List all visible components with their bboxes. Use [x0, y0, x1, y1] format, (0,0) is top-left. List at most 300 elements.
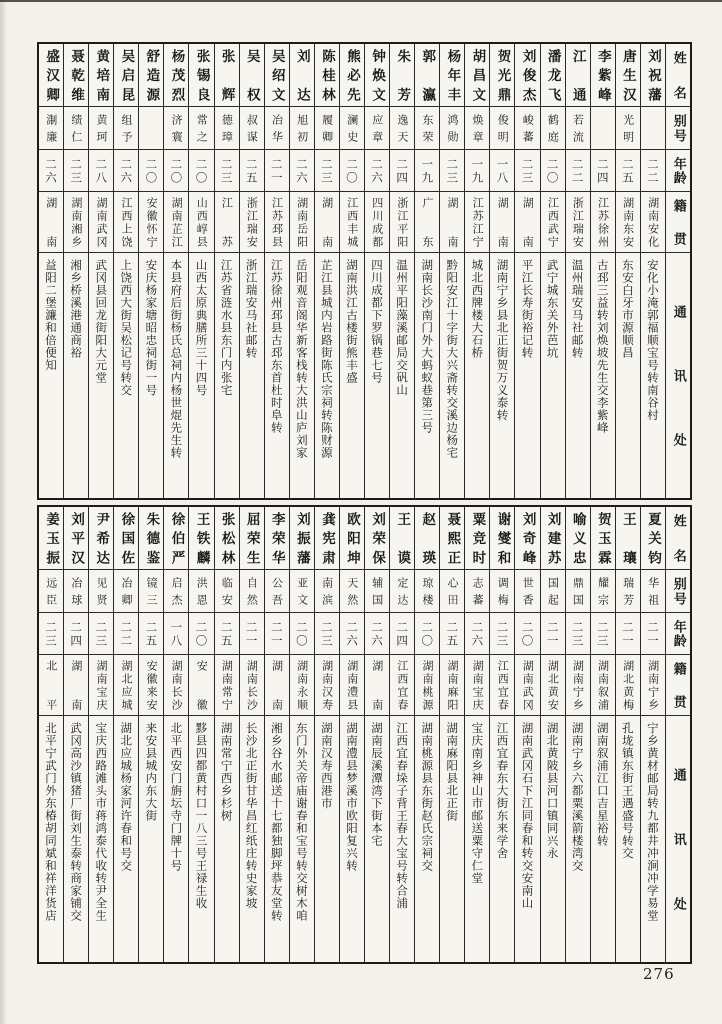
person-age: 二六	[370, 158, 385, 183]
person-alias-cell	[490, 569, 514, 612]
person-address-cell	[390, 252, 414, 498]
person-address: 武冈县回龙街阳大元堂	[94, 259, 109, 384]
person-address: 芷江县城内岩路街陈氏宗祠转陈财源	[319, 259, 334, 459]
person-name-cell	[265, 44, 289, 106]
person-name: 刘奇峰	[519, 512, 536, 564]
person-age: 二一	[545, 621, 560, 646]
person-address-cell	[89, 252, 113, 498]
row-header-name: 姓名	[670, 51, 686, 99]
person-age-cell	[440, 612, 464, 654]
person-native_place-cell	[365, 191, 389, 252]
person-name: 朱芳	[394, 49, 411, 101]
person-name: 吴绍文	[268, 49, 285, 101]
person-alias-cell	[189, 106, 213, 149]
row-header-address-cell	[666, 252, 690, 498]
person-age-cell	[114, 149, 138, 191]
person-age-cell	[440, 149, 464, 191]
person-alias-cell	[641, 106, 665, 149]
person-name: 张锡良	[193, 49, 210, 101]
person-native_place: 浙江瑞安	[245, 197, 259, 247]
person-age: 一九	[470, 158, 485, 183]
person-age-cell	[591, 149, 615, 191]
person-native_place-cell	[139, 654, 163, 715]
person-alias-cell	[541, 106, 565, 149]
person-alias-cell	[641, 569, 665, 612]
person-address: 山西太原典膳所三十四号	[194, 259, 209, 397]
person-native_place: 江苏	[220, 197, 234, 247]
person-column	[389, 507, 414, 962]
person-address: 湘乡桥溪港通商裕	[69, 259, 84, 359]
person-alias-cell	[340, 106, 364, 149]
person-age: 二三	[69, 158, 84, 183]
person-address: 湖南常宁西乡杉树	[219, 722, 234, 822]
person-name-cell	[490, 507, 514, 569]
person-age-cell	[616, 149, 640, 191]
person-column	[163, 44, 188, 498]
person-name-cell	[365, 44, 389, 106]
person-alias-cell	[415, 106, 439, 149]
person-address-cell	[315, 252, 339, 498]
person-name-cell	[515, 507, 539, 569]
person-native_place: 湖南	[370, 660, 384, 710]
person-age: 二四	[595, 158, 610, 183]
person-age-cell	[64, 612, 88, 654]
person-native_place-cell	[315, 191, 339, 252]
person-name: 夏关钧	[644, 512, 661, 564]
person-column	[640, 507, 665, 962]
person-age: 二五	[219, 621, 234, 646]
person-age: 一九	[420, 158, 435, 183]
person-age-cell	[591, 612, 615, 654]
person-name: 熊必先	[344, 49, 361, 101]
person-column	[63, 507, 88, 962]
person-name-cell	[315, 507, 339, 569]
person-column	[489, 507, 514, 962]
person-name: 聂乾维	[68, 49, 85, 101]
person-native_place: 江西丰城	[345, 197, 359, 247]
person-column	[640, 44, 665, 498]
person-address-cell	[465, 715, 489, 962]
person-age-cell	[315, 149, 339, 191]
person-name: 陈桂林	[318, 49, 335, 101]
person-address: 本县府后街杨氏总祠内杨世焜先生转	[169, 259, 184, 459]
person-age: 二六	[294, 158, 309, 183]
person-age: 二一	[244, 621, 259, 646]
person-alias-cell	[290, 569, 314, 612]
person-name: 郭瀛	[419, 49, 436, 101]
person-name-cell	[240, 507, 264, 569]
person-address: 湖南洪江古楼街熊丰盛	[344, 259, 359, 384]
person-age: 一八	[169, 621, 184, 646]
person-alias: 瑞芳	[621, 577, 635, 605]
person-age-cell	[189, 612, 213, 654]
person-address-cell	[215, 715, 239, 962]
person-native_place: 安徽怀宁	[145, 197, 159, 247]
person-alias: 冶球	[69, 577, 83, 605]
person-alias: 心田	[446, 577, 460, 605]
person-native_place-cell	[189, 191, 213, 252]
person-alias: 常之	[195, 114, 209, 142]
person-name-cell	[415, 507, 439, 569]
person-native_place: 江苏徐州	[596, 197, 610, 247]
person-column	[514, 44, 539, 498]
person-name: 欧阳坤	[344, 512, 361, 564]
person-address-cell	[89, 715, 113, 962]
person-age-cell	[139, 149, 163, 191]
person-address: 平江长寿街裕记转	[520, 259, 535, 359]
person-column	[239, 44, 264, 498]
person-name: 谢燮和	[494, 512, 511, 564]
person-name: 盛汉卿	[43, 49, 60, 101]
person-native_place: 浙江平阳	[395, 197, 409, 247]
person-address-cell	[515, 715, 539, 962]
person-column	[439, 507, 464, 962]
person-address-cell	[465, 252, 489, 498]
person-column	[464, 44, 489, 498]
row-header-alias: 别号	[670, 577, 686, 605]
person-alias: 东荣	[420, 114, 434, 142]
person-age-cell	[265, 149, 289, 191]
person-age: 二五	[445, 621, 460, 646]
person-address: 湖南武冈石下江同春和转交安南山	[520, 722, 535, 910]
person-age: 二五	[144, 621, 159, 646]
person-name: 刘祝藩	[644, 49, 661, 101]
person-address-cell	[64, 252, 88, 498]
person-age: 二三	[520, 158, 535, 183]
person-address-cell	[541, 252, 565, 498]
person-name: 喻义忠	[569, 512, 586, 564]
person-age-cell	[541, 149, 565, 191]
person-age-cell	[515, 149, 539, 191]
person-name: 唐生汉	[619, 49, 636, 101]
person-native_place: 北平	[44, 660, 58, 710]
person-address: 东安白牙市源顺昌	[620, 259, 635, 359]
person-alias-cell	[240, 569, 264, 612]
person-alias: 远臣	[44, 577, 58, 605]
person-alias-cell	[290, 106, 314, 149]
person-age: 二三	[445, 158, 460, 183]
person-age-cell	[240, 149, 264, 191]
person-native_place: 湖南澧县	[345, 660, 359, 710]
row-header-native_place: 籍贯	[670, 662, 686, 708]
person-address: 北平西安门旃坛寺门牌十号	[169, 722, 184, 872]
person-native_place: 湖南宁乡	[571, 660, 585, 710]
person-name-cell	[240, 44, 264, 106]
row-header-address: 通讯处	[670, 305, 686, 446]
person-name-cell	[189, 507, 213, 569]
person-alias: 冶卿	[120, 577, 134, 605]
person-native_place: 湖南叙浦	[596, 660, 610, 710]
row-header-age-cell	[666, 149, 690, 191]
person-address: 湖南宁乡县北正街贺万义泰转	[495, 259, 510, 422]
person-native_place: 安徽	[195, 660, 209, 710]
person-name-cell	[265, 507, 289, 569]
person-name-cell	[164, 44, 188, 106]
person-alias: 焕章	[471, 114, 485, 142]
person-alias-cell	[365, 106, 389, 149]
person-address-cell	[515, 252, 539, 498]
person-native_place-cell	[39, 191, 63, 252]
person-native_place-cell	[490, 654, 514, 715]
person-native_place-cell	[290, 654, 314, 715]
person-alias: 履卿	[320, 114, 334, 142]
person-native_place: 湖南	[521, 197, 535, 247]
person-alias: 国起	[546, 577, 560, 605]
person-name-cell	[390, 507, 414, 569]
person-column	[339, 507, 364, 962]
person-name-cell	[390, 44, 414, 106]
person-age: 二〇	[545, 158, 560, 183]
person-native_place: 安徽来安	[145, 660, 159, 710]
person-age-cell	[139, 612, 163, 654]
person-alias-cell	[215, 569, 239, 612]
person-age-cell	[566, 612, 590, 654]
row-header-column	[665, 44, 690, 498]
row-header-address: 通讯处	[670, 768, 686, 910]
person-native_place: 湖南常宁	[220, 660, 234, 710]
person-name: 杨茂烈	[168, 49, 185, 101]
person-address: 来安县城内东大街	[144, 722, 159, 822]
person-native_place-cell	[440, 654, 464, 715]
person-column	[314, 507, 339, 962]
person-name-cell	[64, 507, 88, 569]
row-header-age-cell	[666, 612, 690, 654]
person-alias-cell	[490, 106, 514, 149]
person-address: 湖南叙浦江口吉星裕转	[595, 722, 610, 847]
person-alias-cell	[515, 106, 539, 149]
person-native_place: 江苏江宁	[471, 197, 485, 247]
person-native_place-cell	[616, 654, 640, 715]
person-native_place-cell	[390, 191, 414, 252]
person-alias: 济寰	[170, 114, 184, 142]
person-native_place-cell	[641, 191, 665, 252]
person-name: 杨年丰	[444, 49, 461, 101]
person-name: 刘建苏	[544, 512, 561, 564]
person-address-cell	[415, 252, 439, 498]
person-name-cell	[591, 507, 615, 569]
person-name-cell	[89, 44, 113, 106]
person-native_place: 湖南武冈	[521, 660, 535, 710]
person-native_place: 广东	[420, 197, 434, 247]
person-native_place-cell	[365, 654, 389, 715]
scan-edge-top	[0, 0, 722, 2]
person-name-cell	[164, 507, 188, 569]
person-alias: 鼎国	[571, 577, 585, 605]
person-column	[113, 44, 138, 498]
person-alias: 组予	[120, 114, 134, 142]
person-alias-cell	[164, 106, 188, 149]
person-address-cell	[365, 715, 389, 962]
person-name: 龚宪肃	[318, 512, 335, 564]
person-name: 王谟	[394, 512, 411, 564]
person-name-cell	[114, 44, 138, 106]
person-alias: 公吾	[270, 577, 284, 605]
person-address: 四川成都下罗锅巷七号	[370, 259, 385, 384]
person-alias: 光明	[621, 114, 635, 142]
person-alias: 鸿勋	[446, 114, 460, 142]
person-alias: 调梅	[496, 577, 510, 605]
person-address: 江苏省涟水县东门内张宅	[219, 259, 234, 397]
person-age: 二一	[269, 621, 284, 646]
person-name: 潘龙飞	[544, 49, 561, 101]
person-alias: 澜史	[345, 114, 359, 142]
person-native_place: 四川成都	[370, 197, 384, 247]
person-age: 二四	[395, 158, 410, 183]
person-address-cell	[240, 715, 264, 962]
person-native_place-cell	[315, 654, 339, 715]
person-alias: 德璋	[220, 114, 234, 142]
person-column	[615, 44, 640, 498]
person-name-cell	[139, 507, 163, 569]
person-name: 舒造源	[143, 49, 160, 101]
person-name: 吴启昆	[118, 49, 135, 101]
person-age-cell	[265, 612, 289, 654]
person-native_place: 湖南	[446, 197, 460, 247]
person-native_place-cell	[164, 654, 188, 715]
person-age-cell	[490, 612, 514, 654]
person-name: 吴权	[243, 49, 260, 101]
row-header-native_place-cell	[666, 654, 690, 715]
row-header-alias-cell	[666, 569, 690, 612]
person-address: 宝庆西路滩头市蒋鸿泰代收转尹全生	[94, 722, 109, 922]
person-name: 刘达	[293, 49, 310, 101]
person-address: 湖南汉寿西港市	[319, 722, 334, 810]
person-name-cell	[616, 507, 640, 569]
person-alias: 洪恩	[195, 577, 209, 605]
person-alias-cell	[365, 569, 389, 612]
person-name: 刘振藩	[293, 512, 310, 564]
person-native_place-cell	[490, 191, 514, 252]
person-alias-cell	[591, 569, 615, 612]
person-column	[63, 44, 88, 498]
person-address-cell	[566, 715, 590, 962]
person-native_place-cell	[114, 191, 138, 252]
person-name-cell	[89, 507, 113, 569]
person-alias: 天然	[345, 577, 359, 605]
person-address: 武宁城东关外芭坑	[545, 259, 560, 359]
person-native_place-cell	[390, 654, 414, 715]
person-alias-cell	[189, 569, 213, 612]
person-alias: 黄珂	[94, 114, 108, 142]
person-address-cell	[114, 252, 138, 498]
person-column	[439, 44, 464, 498]
person-age-cell	[390, 612, 414, 654]
person-age-cell	[566, 149, 590, 191]
person-age-cell	[39, 612, 63, 654]
person-native_place: 山西崞县	[195, 197, 209, 247]
person-name: 王瓖	[619, 512, 636, 564]
person-name-cell	[465, 44, 489, 106]
person-address: 湖南桃源县东街赵氏宗祠交	[420, 722, 435, 872]
person-age: 二三	[495, 621, 510, 646]
person-alias: 华祖	[646, 577, 660, 605]
person-age-cell	[114, 612, 138, 654]
person-address-cell	[641, 252, 665, 498]
person-name-cell	[290, 507, 314, 569]
person-name-cell	[315, 44, 339, 106]
person-age-cell	[641, 612, 665, 654]
person-address: 岳阳观音阁华新客栈转大洪山庐刘家	[294, 259, 309, 459]
person-native_place: 湖南东安	[621, 197, 635, 247]
person-native_place-cell	[340, 191, 364, 252]
person-name: 屈荣生	[243, 512, 260, 564]
person-address-cell	[541, 715, 565, 962]
person-column	[364, 44, 389, 498]
person-native_place-cell	[240, 191, 264, 252]
person-address-cell	[215, 252, 239, 498]
person-native_place-cell	[566, 654, 590, 715]
person-column	[188, 507, 213, 962]
person-native_place-cell	[515, 191, 539, 252]
person-alias-cell	[89, 569, 113, 612]
person-name: 贺光鼎	[494, 49, 511, 101]
person-age: 二〇	[169, 158, 184, 183]
person-age: 二〇	[344, 158, 359, 183]
person-native_place-cell	[240, 654, 264, 715]
person-column	[214, 44, 239, 498]
person-age-cell	[340, 612, 364, 654]
person-age-cell	[189, 149, 213, 191]
person-alias: 绩仁	[69, 114, 83, 142]
person-age: 二三	[94, 621, 109, 646]
person-column	[214, 507, 239, 962]
person-address-cell	[39, 252, 63, 498]
person-native_place-cell	[64, 654, 88, 715]
person-alias-cell	[139, 106, 163, 149]
person-age-cell	[89, 612, 113, 654]
person-alias: 峻蕃	[521, 114, 535, 142]
person-address-cell	[164, 252, 188, 498]
person-native_place-cell	[591, 654, 615, 715]
person-age-cell	[490, 149, 514, 191]
person-age: 二三	[219, 158, 234, 183]
person-alias: 世香	[521, 577, 535, 605]
person-name: 张辉	[218, 49, 235, 101]
person-native_place-cell	[164, 191, 188, 252]
row-header-address-cell	[666, 715, 690, 962]
person-column	[364, 507, 389, 962]
person-age: 二三	[319, 621, 334, 646]
person-address-cell	[265, 252, 289, 498]
person-column	[615, 507, 640, 962]
person-name-cell	[566, 44, 590, 106]
person-native_place-cell	[415, 654, 439, 715]
person-column	[88, 507, 113, 962]
person-alias: 启杰	[170, 577, 184, 605]
person-age-cell	[290, 149, 314, 191]
person-address: 浙江瑞安马社邮转	[244, 259, 259, 359]
person-column	[339, 44, 364, 498]
person-alias: 鹤庭	[546, 114, 560, 142]
person-name-cell	[541, 507, 565, 569]
person-native_place: 江苏邳县	[270, 197, 284, 247]
person-alias-cell	[164, 569, 188, 612]
person-age-cell	[541, 612, 565, 654]
person-address: 安化小淹郭福顺宝号转南谷村	[645, 259, 660, 422]
person-name-cell	[340, 507, 364, 569]
person-name-cell	[340, 44, 364, 106]
person-native_place: 湖南桃源	[420, 660, 434, 710]
person-age-cell	[89, 149, 113, 191]
person-address-cell	[290, 252, 314, 498]
person-column	[138, 44, 163, 498]
person-native_place: 湖南	[320, 197, 334, 247]
person-column	[289, 507, 314, 962]
person-alias: 若流	[571, 114, 585, 142]
person-native_place: 湖南麻阳	[446, 660, 460, 710]
row-header-age: 年龄	[670, 620, 686, 647]
person-native_place: 江西宜春	[395, 660, 409, 710]
